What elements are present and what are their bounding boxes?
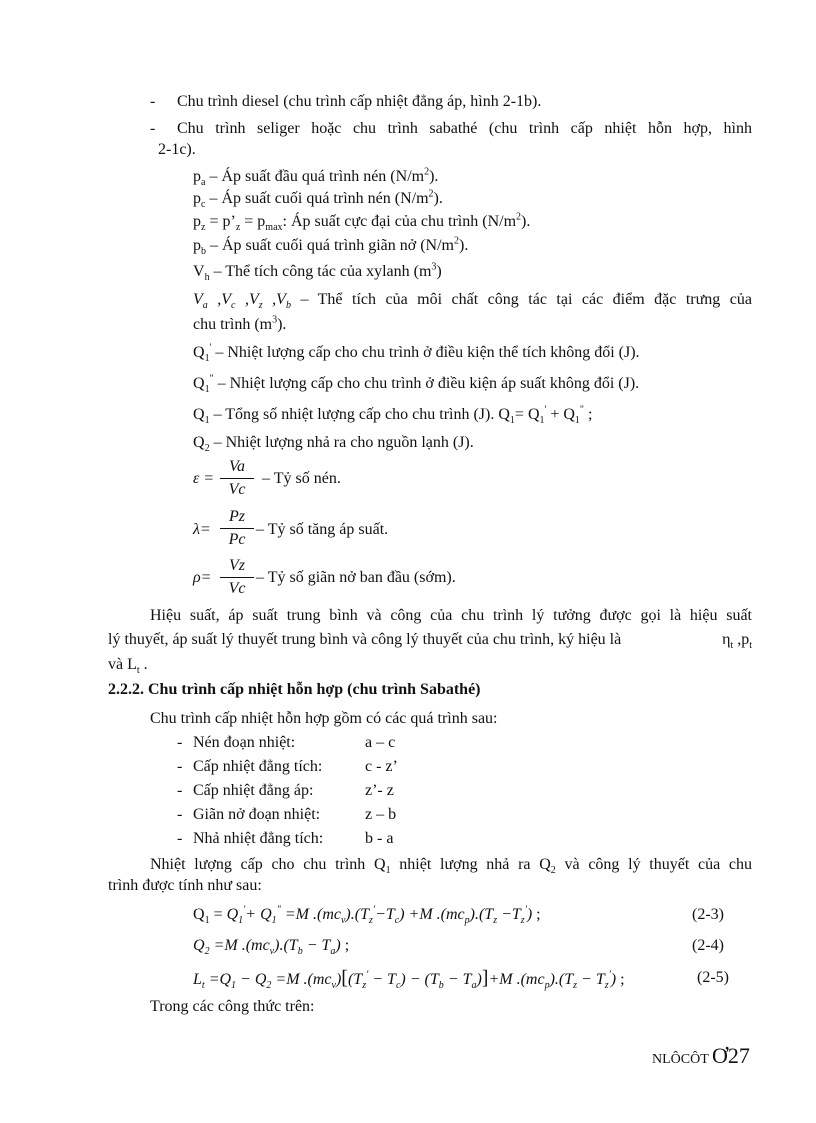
process-path: b - a bbox=[365, 830, 394, 847]
equation-q2: $Q_2 =M$ $.(mc_v).(T_b - T_a)$ ; bbox=[193, 937, 350, 958]
def-q1-double-prime: $Q_1^"$ – Nhiệt lượng cấp cho chu trình ở điều kiện áp suất không đổi (J). bbox=[193, 373, 640, 396]
bullet-diesel: Chu trình diesel (chu trình cấp nhiệt đẳng áp, hình 2-1b). bbox=[177, 93, 542, 110]
def-vh: $V_h$ – Thể tích công tác của xylanh $(m^3)$ bbox=[193, 261, 442, 284]
footer-label: NLÔCÔT bbox=[652, 1052, 709, 1067]
def-pa: $p_a$ – Áp suất đầu quá trình nén $(N/m^2)$. bbox=[193, 166, 439, 189]
def-v-line2: chu trình $(m^3)$. bbox=[193, 314, 287, 333]
def-q1: $Q_1$ – Tổng số nhiệt lượng cấp cho chu trình (J). $Q_1= Q_1' + Q_1^"$ ; bbox=[193, 404, 593, 427]
para2-line2: trình được tính như sau: bbox=[108, 877, 262, 894]
fraction-va-vc: Va Vc bbox=[220, 458, 254, 499]
def-v-line1: $V_a$ $,V_c$ $,V_z$ $,V_b$ – Thể tích của môi chất công tác tại các điểm đặc trưng của bbox=[193, 291, 752, 312]
equation-q1: $Q_1 = Q_1'+ Q_1^" =M$ $.(mc_v).(T_z'-T_c) +M$ $.(mc_p).(T_z -T_z')$ ; bbox=[193, 904, 541, 927]
section-heading: 2.2.2. Chu trình cấp nhiệt hỗn hợp (chu trình Sabathé) bbox=[108, 681, 481, 698]
def-q2: $Q_2$ – Nhiệt lượng nhả ra cho nguồn lạnh (J). bbox=[193, 434, 474, 455]
def-pc: $p_c$ – Áp suất cuối quá trình nén $(N/m^2)$. bbox=[193, 188, 443, 211]
process-path: z – b bbox=[365, 806, 397, 823]
process-name: Cấp nhiệt đẳng áp: bbox=[193, 782, 314, 799]
list-item-dash: - bbox=[177, 806, 183, 823]
process-path: a – c bbox=[365, 734, 396, 751]
fraction-pz-pc: Pz Pc bbox=[220, 508, 254, 549]
bullet-seliger-line1: Chu trình seliger hoặc chu trình sabathé (chu trình cấp nhiệt hỗn hợp, hình bbox=[177, 120, 752, 137]
para1-line1: Hiệu suất, áp suất trung bình và công của chu trình lý tưởng được gọi là hiệu suất bbox=[150, 607, 752, 624]
para1-line2: lý thuyết, áp suất lý thuyết trung bình và công lý thuyết của chu trình, ký hiệu là $\eta_t$ $,p_t$ bbox=[108, 631, 752, 652]
list-item-dash: - bbox=[177, 758, 183, 775]
para1-line3: và $L_t$ . bbox=[108, 656, 148, 677]
process-name: Nén đoạn nhiệt: bbox=[193, 734, 296, 751]
bullet-dash: - bbox=[150, 93, 156, 110]
para2-line1: Nhiệt lượng cấp cho chu trình $Q_1$ nhiệt lượng nhả ra $Q_2$ và công lý thuyết của chu bbox=[150, 856, 753, 877]
list-item-dash: - bbox=[177, 782, 183, 799]
symbol-epsilon: ε = bbox=[193, 470, 215, 487]
list-item-dash: - bbox=[177, 734, 183, 751]
equation-number: (2-5) bbox=[697, 969, 729, 986]
symbol-lambda: λ= bbox=[193, 521, 211, 538]
process-path: z’- z bbox=[365, 782, 394, 799]
list-item-dash: - bbox=[177, 830, 183, 847]
def-q1-prime: $Q_1'$ – Nhiệt lượng cấp cho chu trình ở điều kiện thể tích không đổi (J). bbox=[193, 342, 640, 365]
def-pz: $p_z$ = $p’_z = p_{max}$: Áp suất cực đại của chu trình $(N/m^2)$. bbox=[193, 211, 531, 234]
bullet-seliger-line2: 2-1c). bbox=[158, 141, 196, 158]
footer-glyph: Ơ bbox=[712, 1043, 728, 1068]
def-rho: – Tỷ số giãn nở ban đầu (sớm). bbox=[256, 569, 456, 586]
closing-text: Trong các công thức trên: bbox=[150, 998, 315, 1015]
intro-text: Chu trình cấp nhiệt hỗn hợp gồm có các quá trình sau: bbox=[150, 710, 498, 727]
page-number: 27 bbox=[727, 1043, 750, 1068]
page-footer bbox=[652, 1043, 750, 1069]
process-name: Cấp nhiệt đẳng tích: bbox=[193, 758, 323, 775]
bullet-dash: - bbox=[150, 120, 156, 137]
symbol-rho: ρ= bbox=[193, 569, 212, 586]
equation-number: (2-4) bbox=[692, 937, 724, 954]
def-pb: $p_b$ – Áp suất cuối quá trình giãn nở $(N/m^2)$. bbox=[193, 235, 469, 258]
fraction-vz-vc: Vz Vc bbox=[220, 557, 254, 598]
def-lambda: – Tỷ số tăng áp suất. bbox=[256, 521, 389, 538]
equation-lt: $L_t =Q_1 - Q_2 =M$ $.(mc_v)[(T_z' - T_c) - (T_b - T_a)]+M$ $.(mc_p).(T_z - T_z')$ ; bbox=[193, 967, 625, 992]
def-epsilon: – Tỷ số nén. bbox=[262, 470, 341, 487]
process-path: c - z’ bbox=[365, 758, 398, 775]
equation-number: (2-3) bbox=[692, 906, 724, 923]
process-name: Nhả nhiệt đẳng tích: bbox=[193, 830, 324, 847]
process-name: Giãn nở đoạn nhiệt: bbox=[193, 806, 321, 823]
